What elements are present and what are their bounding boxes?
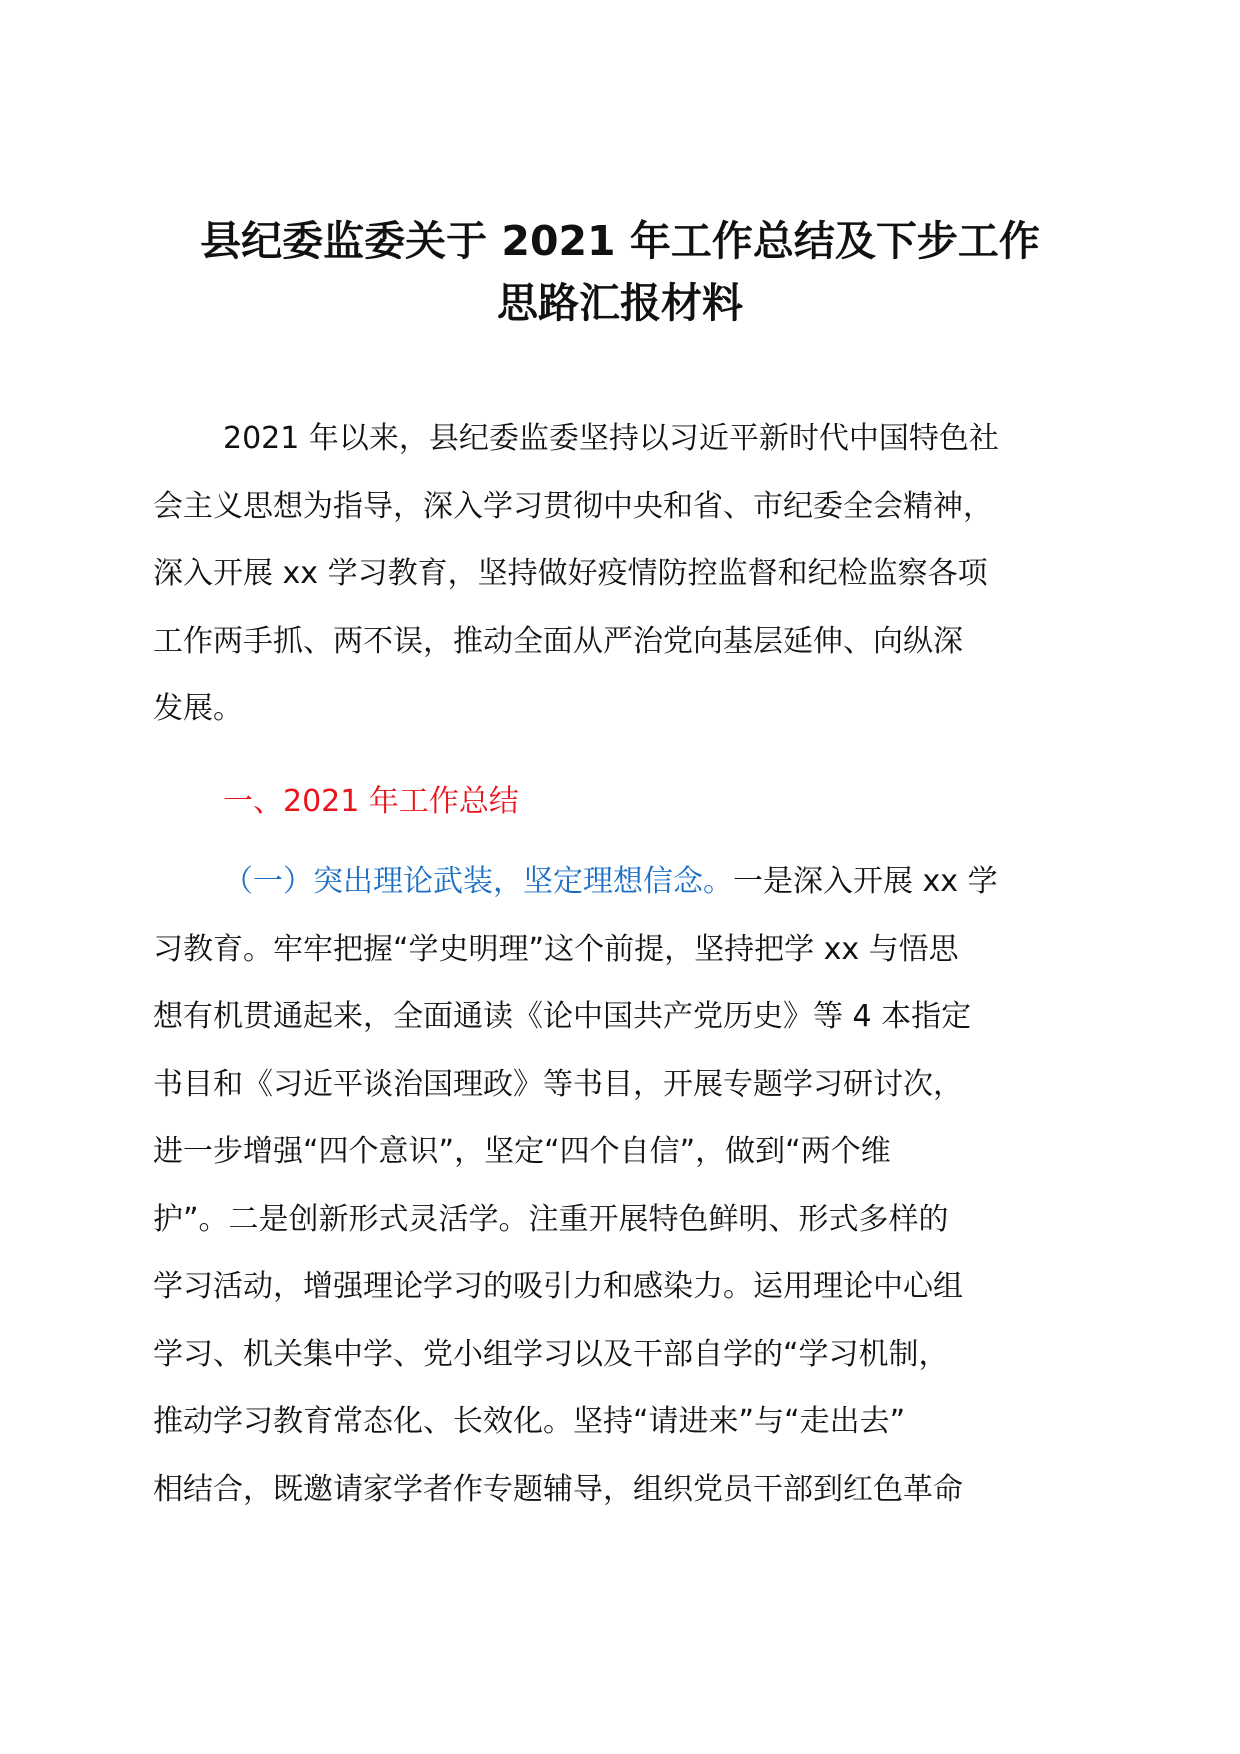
section-heading: 一、2021 年工作总结	[223, 784, 519, 819]
document-title-line-2: 思路汇报材料	[497, 279, 743, 327]
body-line: 习教育。牢牢把握“学史明理”这个前提，坚持把学 xx 与悟思	[153, 931, 959, 967]
body-line: 推动学习教育常态化、长效化。坚持“请进来”与“走出去”	[153, 1404, 906, 1439]
intro-paragraph	[153, 405, 1113, 743]
body-first-line-text: 一是深入开展 xx 学	[733, 864, 998, 899]
body-line: 学习活动，增强理论学习的吸引力和感染力。运用理论中心组	[153, 1269, 963, 1304]
intro-line: 深入开展 xx 学习教育，坚持做好疫情防控监督和纪检监察各项	[153, 556, 988, 591]
intro-line: 发展。	[153, 691, 243, 726]
intro-line: 2021 年以来，县纪委监委坚持以习近平新时代中国特色社	[223, 421, 999, 456]
body-line: 想有机贯通起来，全面通读《论中国共产党历史》等 4 本指定	[153, 999, 972, 1034]
intro-line: 会主义思想为指导，深入学习贯彻中央和省、市纪委全会精神，	[153, 488, 993, 524]
body-line: 书目和《习近平谈治国理政》等书目，开展专题学习研讨次，	[153, 1066, 963, 1102]
document-title-line-1: 县纪委监委关于 2021 年工作总结及下步工作	[200, 217, 1040, 265]
body-line: 学习、机关集中学、党小组学习以及干部自学的“学习机制，	[153, 1336, 949, 1372]
body-paragraph	[153, 848, 1113, 1523]
body-line: 进一步增强“四个意识”，坚定“四个自信”，做到“两个维	[153, 1134, 891, 1169]
body-first-line	[153, 848, 1113, 916]
intro-line: 工作两手抓、两不误，推动全面从严治党向基层延伸、向纵深	[153, 623, 963, 659]
subsection-heading: （一）突出理论武装，坚定理想信念。	[223, 864, 733, 899]
body-line: 相结合，既邀请家学者作专题辅导，组织党员干部到红色革命	[153, 1471, 963, 1507]
body-line: 护”。二是创新形式灵活学。注重开展特色鲜明、形式多样的	[153, 1201, 949, 1237]
